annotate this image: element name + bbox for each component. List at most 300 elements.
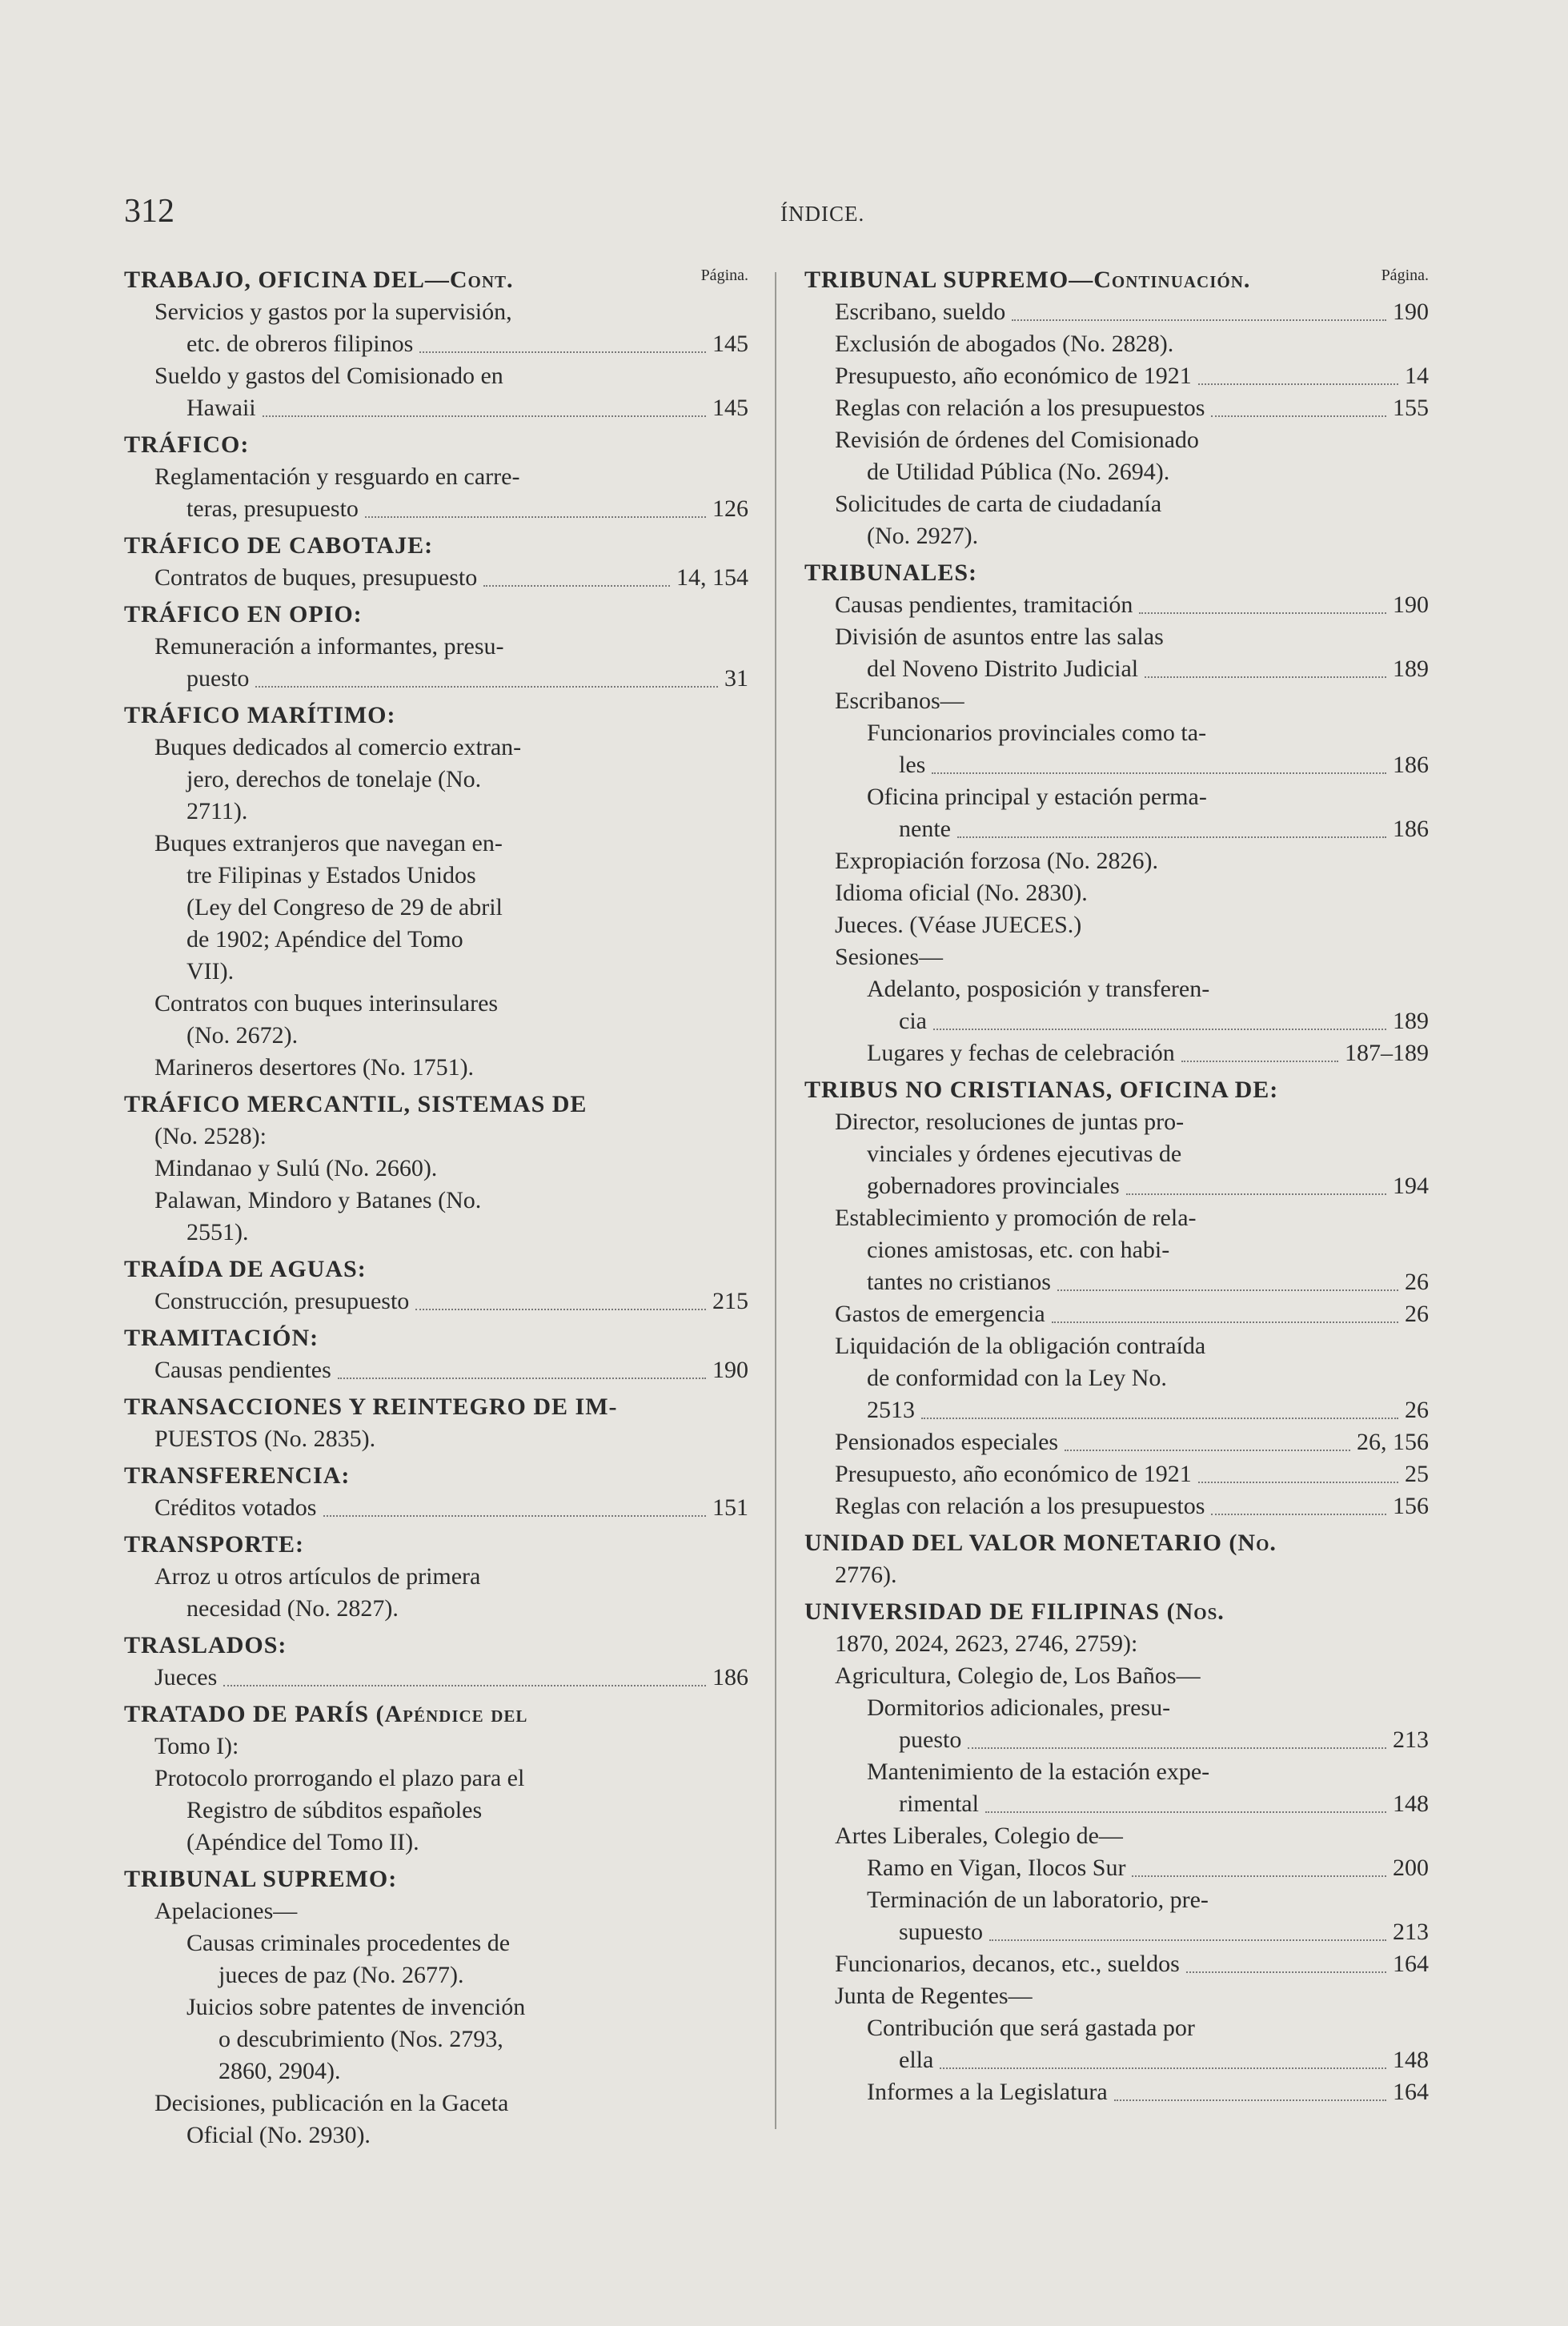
index-entry: [804, 1980, 1429, 2012]
entry-text: ciones amistosas, etc. con habi-: [867, 1237, 1170, 1263]
entry-text: Revisión de órdenes del Comisionado: [835, 427, 1199, 453]
entry-text: Oficina principal y estación perma-: [867, 784, 1207, 810]
index-entry: [124, 1354, 748, 1386]
entry-text: Sesiones—: [835, 944, 943, 970]
index-entry: [124, 1827, 748, 1859]
dot-leader: [323, 1515, 707, 1517]
index-entry: [804, 877, 1429, 909]
index-entry: [124, 1492, 748, 1524]
entry-page-number: 25: [1405, 1461, 1429, 1487]
index-entry: [124, 1763, 748, 1795]
entry-text: Hawaii: [186, 395, 256, 421]
dot-leader: [365, 516, 706, 518]
dot-leader: [415, 1309, 706, 1310]
index-entry: [804, 2044, 1429, 2076]
index-entry: [804, 1490, 1429, 1522]
entry-text: TRIBUS NO CRISTIANAS, OFICINA DE:: [804, 1077, 1279, 1103]
dot-leader: [933, 1029, 1386, 1030]
entry-text: TRÁFICO MARÍTIMO:: [124, 702, 396, 728]
entry-text: ella: [899, 2047, 934, 2073]
index-entry: [804, 653, 1429, 685]
entry-text: les: [899, 752, 926, 778]
dot-leader: [1057, 1289, 1398, 1291]
entry-page-number: 200: [1393, 1855, 1429, 1881]
dot-leader: [255, 686, 718, 688]
dot-leader: [1126, 1193, 1386, 1195]
entry-text: Arroz u otros artículos de primera: [154, 1563, 481, 1590]
entry-text: Pensionados especiales: [835, 1429, 1059, 1455]
column-divider: [775, 272, 776, 2129]
entry-page-number: 31: [724, 665, 748, 692]
index-entry: [124, 1795, 748, 1827]
entry-text: Jueces: [154, 1664, 218, 1690]
dot-leader: [338, 1378, 706, 1379]
index-entry: [804, 1138, 1429, 1170]
index-entry: [124, 732, 748, 764]
index-entry: [124, 1927, 748, 1959]
index-entry: [804, 1660, 1429, 1692]
index-entry: [804, 1559, 1429, 1591]
entry-text: 2513: [867, 1397, 915, 1423]
index-entry: [124, 828, 748, 860]
index-entry: [124, 1895, 748, 1927]
entry-page-number: 164: [1393, 2079, 1429, 2105]
entry-text: Oficial (No. 2930).: [186, 2122, 371, 2148]
entry-text: teras, presupuesto: [186, 495, 359, 522]
entry-text: nente: [899, 816, 951, 842]
index-entry: [804, 1916, 1429, 1948]
entry-text: TRIBUNAL SUPREMO:: [124, 1866, 398, 1892]
index-heading: [124, 1391, 748, 1423]
entry-page-number: 155: [1393, 395, 1429, 421]
left-column: [124, 264, 748, 2152]
entry-text: División de asuntos entre las salas: [835, 624, 1164, 650]
entry-text: TRANSPORTE:: [124, 1531, 304, 1558]
dot-leader: [1052, 1321, 1398, 1323]
index-entry: [804, 1170, 1429, 1202]
dot-leader: [483, 585, 670, 587]
entry-text: TRÁFICO MERCANTIL, SISTEMAS DE: [124, 1091, 587, 1117]
index-entry: [124, 1153, 748, 1185]
dot-leader: [940, 2067, 1386, 2069]
dot-leader: [957, 836, 1386, 838]
entry-text: Causas pendientes: [154, 1357, 331, 1383]
index-entry: [124, 1959, 748, 1991]
index-heading: [124, 530, 748, 562]
entry-text: Construcción, presupuesto: [154, 1288, 410, 1314]
index-entry: [124, 328, 748, 360]
entry-text: Mindanao y Sulú (No. 2660).: [154, 1155, 438, 1181]
index-entry: [804, 1458, 1429, 1490]
entry-text: Dormitorios adicionales, presu-: [867, 1694, 1171, 1721]
index-entry: [804, 621, 1429, 653]
index-entry: [804, 1788, 1429, 1820]
index-entry: [124, 1185, 748, 1217]
dot-leader: [419, 351, 706, 353]
index-heading: [124, 1698, 748, 1730]
running-title: ÍNDICE.: [780, 202, 865, 226]
index-entry: [804, 1362, 1429, 1394]
index-heading: [804, 1527, 1429, 1559]
entry-text: TRASLADOS:: [124, 1632, 287, 1658]
index-entry: [804, 1948, 1429, 1980]
entry-text: vinciales y órdenes ejecutivas de: [867, 1141, 1182, 1167]
index-heading: [804, 557, 1429, 589]
dot-leader: [921, 1418, 1398, 1419]
index-entry: [804, 1037, 1429, 1069]
entry-text: Créditos votados: [154, 1494, 317, 1521]
index-entry: [124, 562, 748, 594]
index-entry: [804, 1005, 1429, 1037]
dot-leader: [1186, 1971, 1386, 1973]
index-entry: [804, 909, 1429, 941]
entry-page-number: 190: [1393, 592, 1429, 618]
index-entry: [804, 1756, 1429, 1788]
entry-text: TRÁFICO EN OPIO:: [124, 601, 363, 628]
entry-text: Director, resoluciones de juntas pro-: [835, 1109, 1185, 1135]
entry-text: 2711).: [186, 798, 248, 824]
index-entry: [804, 392, 1429, 424]
index-entry: [124, 1121, 748, 1153]
index-entry: [124, 493, 748, 525]
entry-text: TRABAJO, OFICINA DEL—Cont.: [124, 267, 514, 293]
index-entry: [124, 1730, 748, 1763]
entry-page-number: 213: [1393, 1919, 1429, 1945]
entry-text: Contratos de buques, presupuesto: [154, 564, 478, 591]
entry-page-number: 187–189: [1345, 1040, 1429, 1066]
index-entry: [804, 1852, 1429, 1884]
dot-leader: [1139, 612, 1386, 614]
entry-text: supuesto: [899, 1919, 983, 1945]
entry-page-number: 186: [712, 1664, 748, 1690]
index-entry: [804, 845, 1429, 877]
dot-leader: [989, 1939, 1386, 1941]
index-entry: [804, 781, 1429, 813]
entry-page-number: 151: [712, 1494, 748, 1521]
entry-text: TRIBUNALES:: [804, 559, 978, 586]
index-entry: [804, 685, 1429, 717]
entry-text: Reglamentación y resguardo en carre-: [154, 463, 520, 490]
entry-text: Funcionarios provinciales como ta-: [867, 720, 1207, 746]
index-entry: [124, 1285, 748, 1317]
entry-page-number: 148: [1393, 2047, 1429, 2073]
entry-page-number: 189: [1393, 1008, 1429, 1034]
page-column-label: Página.: [1381, 267, 1429, 284]
index-lines: [804, 264, 1429, 2108]
entry-text: Apelaciones—: [154, 1898, 298, 1924]
entry-text: Palawan, Mindoro y Batanes (No.: [154, 1187, 482, 1213]
entry-text: Causas criminales procedentes de: [186, 1930, 511, 1956]
dot-leader: [932, 772, 1386, 774]
entry-text: cia: [899, 1008, 927, 1034]
entry-page-number: 126: [712, 495, 748, 522]
entry-text: Protocolo prorrogando el plazo para el: [154, 1765, 525, 1791]
entry-text: Jueces. (Véase JUECES.): [835, 912, 1082, 938]
entry-text: Establecimiento y promoción de rela-: [835, 1205, 1197, 1231]
index-heading: [804, 1596, 1429, 1628]
index-entry: [804, 1884, 1429, 1916]
index-entry: [804, 2076, 1429, 2108]
entry-text: Exclusión de abogados (No. 2828).: [835, 331, 1174, 357]
entry-text: Escribanos—: [835, 688, 964, 714]
index-heading: [124, 1089, 748, 1121]
entry-text: (Apéndice del Tomo II).: [186, 1829, 419, 1855]
index-entry: [804, 488, 1429, 520]
entry-text: TRAÍDA DE AGUAS:: [124, 1256, 367, 1282]
index-entry: [124, 663, 748, 695]
entry-text: tantes no cristianos: [867, 1269, 1051, 1295]
index-heading: [124, 599, 748, 631]
index-entry: [124, 892, 748, 924]
entry-text: Gastos de emergencia: [835, 1301, 1045, 1327]
entry-text: Contribución que será gastada por: [867, 2015, 1195, 2041]
entry-page-number: 189: [1393, 656, 1429, 682]
index-entry: [124, 2023, 748, 2055]
index-entry: [804, 1298, 1429, 1330]
index-entry: [124, 796, 748, 828]
entry-text: Idioma oficial (No. 2830).: [835, 880, 1088, 906]
entry-text: puesto: [186, 665, 250, 692]
entry-page-number: 145: [712, 331, 748, 357]
entry-text: Escribano, sueldo: [835, 299, 1006, 325]
index-entry: [804, 1106, 1429, 1138]
index-entry: [804, 1330, 1429, 1362]
entry-page-number: 190: [1393, 299, 1429, 325]
index-entry: [804, 589, 1429, 621]
entry-text: TRÁFICO DE CABOTAJE:: [124, 532, 434, 559]
index-entry: [124, 2055, 748, 2087]
index-entry: [124, 1217, 748, 1249]
entry-text: Presupuesto, año económico de 1921: [835, 1461, 1192, 1487]
index-entry: [124, 860, 748, 892]
index-entry: [804, 973, 1429, 1005]
index-entry: [804, 941, 1429, 973]
index-entry: [124, 392, 748, 424]
index-entry: [804, 749, 1429, 781]
index-entry: [124, 2119, 748, 2152]
entry-text: Mantenimiento de la estación expe-: [867, 1759, 1210, 1785]
entry-text: Presupuesto, año económico de 1921: [835, 363, 1192, 389]
entry-text: Reglas con relación a los presupuestos: [835, 1493, 1205, 1519]
entry-text: Expropiación forzosa (No. 2826).: [835, 848, 1159, 874]
index-entry: [124, 1593, 748, 1625]
index-heading: [124, 264, 748, 296]
entry-text: (No. 2528):: [154, 1123, 267, 1149]
index-entry: [804, 520, 1429, 552]
index-heading: [124, 429, 748, 461]
entry-text: necesidad (No. 2827).: [186, 1595, 399, 1622]
entry-page-number: 190: [712, 1357, 748, 1383]
entry-page-number: 148: [1393, 1791, 1429, 1817]
index-entry: [804, 1202, 1429, 1234]
entry-text: jero, derechos de tonelaje (No.: [186, 766, 482, 792]
index-entry: [124, 1561, 748, 1593]
index-entry: [124, 360, 748, 392]
entry-text: de conformidad con la Ley No.: [867, 1365, 1167, 1391]
entry-text: Buques dedicados al comercio extran-: [154, 734, 522, 760]
entry-text: Solicitudes de carta de ciudadanía: [835, 491, 1162, 517]
dot-leader: [1065, 1450, 1350, 1451]
entry-text: PUESTOS (No. 2835).: [154, 1426, 376, 1452]
dot-leader: [985, 1811, 1386, 1813]
index-heading: [124, 1863, 748, 1895]
entry-text: TRANSFERENCIA:: [124, 1462, 351, 1489]
entry-page-number: 26: [1405, 1397, 1429, 1423]
entry-text: Informes a la Legislatura: [867, 2079, 1108, 2105]
index-entry: [804, 456, 1429, 488]
index-entry: [804, 1820, 1429, 1852]
index-heading: [124, 1630, 748, 1662]
entry-page-number: 213: [1393, 1726, 1429, 1753]
entry-text: Funcionarios, decanos, etc., sueldos: [835, 1951, 1180, 1977]
entry-text: Junta de Regentes—: [835, 1983, 1033, 2009]
entry-text: Adelanto, posposición y transferen-: [867, 976, 1210, 1002]
page-column-label: Página.: [700, 267, 748, 284]
entry-text: VII).: [186, 958, 235, 985]
entry-text: Marineros desertores (No. 1751).: [154, 1054, 475, 1081]
entry-text: etc. de obreros filipinos: [186, 331, 414, 357]
index-heading: [804, 264, 1429, 296]
entry-text: o descubrimiento (Nos. 2793,: [219, 2026, 503, 2052]
index-entry: [124, 296, 748, 328]
dot-leader: [1198, 1482, 1398, 1483]
index-entry: [804, 296, 1429, 328]
entry-page-number: 194: [1393, 1173, 1429, 1199]
entry-text: TRÁFICO:: [124, 431, 250, 458]
entry-text: Ramo en Vigan, Ilocos Sur: [867, 1855, 1126, 1881]
index-entry: [804, 1266, 1429, 1298]
entry-text: 1870, 2024, 2623, 2746, 2759):: [835, 1630, 1138, 1657]
index-entry: [124, 2087, 748, 2119]
entry-text: jueces de paz (No. 2677).: [219, 1962, 464, 1988]
index-entry: [124, 1052, 748, 1084]
entry-page-number: 14, 154: [676, 564, 748, 591]
index-entry: [124, 461, 748, 493]
index-lines: [124, 264, 748, 2152]
entry-text: Contratos con buques interinsulares: [154, 990, 499, 1017]
entry-text: Artes Liberales, Colegio de—: [835, 1823, 1123, 1849]
index-heading: [124, 1253, 748, 1285]
index-heading: [124, 1460, 748, 1492]
entry-text: Registro de súbditos españoles: [186, 1797, 483, 1823]
entry-text: (No. 2927).: [867, 523, 979, 549]
index-entry: [804, 2012, 1429, 2044]
entry-text: rimental: [899, 1791, 979, 1817]
entry-text: tre Filipinas y Estados Unidos: [186, 862, 476, 888]
dot-leader: [1211, 1514, 1386, 1515]
index-entry: [804, 1234, 1429, 1266]
entry-text: Agricultura, Colegio de, Los Baños—: [835, 1662, 1201, 1689]
index-entry: [124, 1991, 748, 2023]
entry-text: puesto: [899, 1726, 962, 1753]
index-heading: [124, 1529, 748, 1561]
index-entry: [804, 1724, 1429, 1756]
entry-text: Terminación de un laboratorio, pre-: [867, 1887, 1209, 1913]
entry-page-number: 26, 156: [1357, 1429, 1429, 1455]
page-header: [0, 192, 1568, 232]
entry-text: Lugares y fechas de celebración: [867, 1040, 1175, 1066]
entry-page-number: 215: [712, 1288, 748, 1314]
index-entry: [124, 1662, 748, 1694]
index-entry: [124, 988, 748, 1020]
index-heading: [804, 1074, 1429, 1106]
dot-leader: [1012, 319, 1386, 321]
dot-leader: [1132, 1875, 1386, 1877]
index-entry: [124, 1423, 748, 1455]
entry-text: (No. 2672).: [186, 1022, 299, 1049]
entry-page-number: 14: [1405, 363, 1429, 389]
dot-leader: [223, 1685, 706, 1686]
index-entry: [804, 424, 1429, 456]
dot-leader: [1145, 676, 1386, 678]
entry-page-number: 186: [1393, 752, 1429, 778]
dot-leader: [263, 415, 706, 417]
index-heading: [124, 700, 748, 732]
index-heading: [124, 1322, 748, 1354]
entry-text: 2551).: [186, 1219, 249, 1245]
index-entry: [804, 813, 1429, 845]
right-column: [804, 264, 1429, 2108]
entry-text: UNIDAD DEL VALOR MONETARIO (No.: [804, 1530, 1277, 1556]
entry-text: Servicios y gastos por la supervisión,: [154, 299, 512, 325]
page-number: 312: [124, 193, 174, 230]
index-entry: [804, 1692, 1429, 1724]
dot-leader: [1211, 415, 1386, 417]
entry-page-number: 164: [1393, 1951, 1429, 1977]
dot-leader: [1198, 383, 1398, 385]
entry-text: TRAMITACIÓN:: [124, 1325, 319, 1351]
entry-text: Decisiones, publicación en la Gaceta: [154, 2090, 509, 2116]
dot-leader: [968, 1747, 1386, 1749]
entry-text: Reglas con relación a los presupuestos: [835, 395, 1205, 421]
index-entry: [124, 1020, 748, 1052]
index-entry: [804, 1426, 1429, 1458]
index-entry: [804, 1628, 1429, 1660]
entry-text: Juicios sobre patentes de invención: [186, 1994, 526, 2020]
index-entry: [124, 631, 748, 663]
index-entry: [124, 924, 748, 956]
entry-text: Buques extranjeros que navegan en-: [154, 830, 503, 856]
entry-text: UNIVERSIDAD DE FILIPINAS (Nos.: [804, 1598, 1225, 1625]
entry-text: TRANSACCIONES Y REINTEGRO DE IM-: [124, 1394, 618, 1420]
entry-text: gobernadores provinciales: [867, 1173, 1120, 1199]
entry-page-number: 26: [1405, 1301, 1429, 1327]
entry-text: 2776).: [835, 1562, 897, 1588]
index-entry: [124, 764, 748, 796]
index-entry: [804, 717, 1429, 749]
entry-text: Liquidación de la obligación contraída: [835, 1333, 1206, 1359]
index-entry: [804, 1394, 1429, 1426]
entry-text: Causas pendientes, tramitación: [835, 592, 1133, 618]
index-entry: [804, 328, 1429, 360]
entry-page-number: 145: [712, 395, 748, 421]
entry-text: de Utilidad Pública (No. 2694).: [867, 459, 1170, 485]
entry-text: de 1902; Apéndice del Tomo: [186, 926, 463, 952]
entry-text: (Ley del Congreso de 29 de abril: [186, 894, 503, 920]
entry-text: Tomo I):: [154, 1733, 239, 1759]
entry-text: Sueldo y gastos del Comisionado en: [154, 363, 503, 389]
entry-page-number: 26: [1405, 1269, 1429, 1295]
entry-text: 2860, 2904).: [219, 2058, 341, 2084]
dot-leader: [1114, 2099, 1386, 2101]
index-entry: [804, 360, 1429, 392]
entry-page-number: 186: [1393, 816, 1429, 842]
entry-page-number: 156: [1393, 1493, 1429, 1519]
index-entry: [124, 956, 748, 988]
entry-text: Remuneración a informantes, presu-: [154, 633, 504, 660]
entry-text: TRIBUNAL SUPREMO—Continuación.: [804, 267, 1251, 293]
entry-text: TRATADO DE PARÍS (Apéndice del: [124, 1701, 528, 1727]
